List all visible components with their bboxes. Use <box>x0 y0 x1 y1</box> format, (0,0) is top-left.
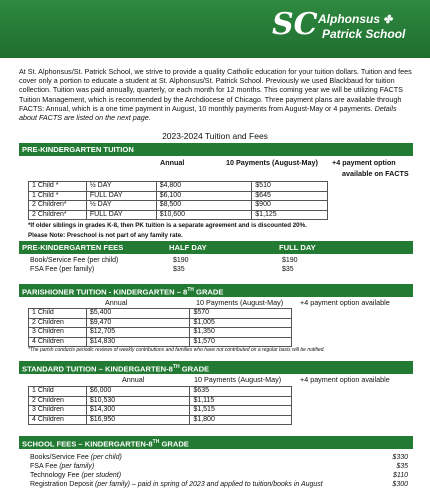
prek-tuition-table <box>28 181 328 220</box>
table-row: 2 Children* FULL DAY $10,600 $1,125 <box>29 210 328 220</box>
logo-monogram: SC <box>272 7 318 42</box>
table-row: 2 Children $9,470 $1,005 <box>29 318 292 328</box>
col-ten-payments: 10 Payments (August-May) <box>196 298 284 307</box>
intro-paragraph: At St. Alphonsus/St. Patrick School, we strive to provide a quality Catholic education for your tuition dollars. Tuition and fees cover only a portion to educate a student at St. Alphonsus/St. Patrick School. Previously we used Blackbaud for tuition collection. Tuition was paid annually, quarterly, or each month for 12 months. This coming year we will be utilizing FACTS Tuition Management, which is recommended by the Archdiocese of Chicago. Three payment plans are available through FACTS: Annual, which is a one time payment in August, 10 monthly payments from August-May or 4 payments. Details about FACTS are listed on the next page. <box>19 67 412 123</box>
prek-sibling-note: *If older siblings in grades K-8, then PK tuition is a separate agreement and is discounted 20%. <box>28 222 307 229</box>
prek-fee-full: $35 <box>282 266 294 273</box>
prek-fee-full: $190 <box>282 257 298 264</box>
table-row: 1 Child $5,400 $570 <box>29 309 292 319</box>
facts-details-note: Details about FACTS are listed on the next page. <box>19 103 397 123</box>
school-fee-row: Technology Fee (per student) $110 <box>30 472 408 479</box>
table-row: 1 Child * FULL DAY $6,100 $645 <box>29 191 328 201</box>
col-ten-payments: 10 Payments (August-May) <box>194 375 282 384</box>
table-row: 2 Children* ½ DAY $8,500 $900 <box>29 201 328 211</box>
section-standard-tuition: STANDARD TUITION – KINDERGARTEN-8TH GRADE <box>19 361 413 374</box>
school-fee-row: Registration Deposit (per family) – paid in spring of 2023 and applied to tuition/books in August $300 <box>30 481 408 488</box>
document-title: 2023-2024 Tuition and Fees <box>162 131 268 141</box>
table-row: 3 Children $12,705 $1,350 <box>29 328 292 338</box>
table-row: 4 Children $16,950 $1,800 <box>29 415 292 425</box>
col-four-payments: +4 payment option available <box>300 298 390 307</box>
section-parishioner-tuition: PARISHIONER TUITION - KINDERGARTEN – 8TH GRADE <box>19 284 413 297</box>
school-name-line2: Patrick School <box>322 27 406 41</box>
col-four-payments-sub: available on FACTS <box>342 169 409 178</box>
prek-fee-half: $190 <box>173 257 189 264</box>
col-annual: Annual <box>122 375 145 384</box>
table-row: 1 Child $6,000 $635 <box>29 387 292 397</box>
section-school-fees: SCHOOL FEES – KINDERGARTEN-8TH GRADE <box>19 436 413 449</box>
parish-review-note: *The parish conducts periodic reviews of weekly contributions and families who have not contributed on a regular basis will be notified. <box>28 347 325 353</box>
col-four-payments: +4 payment option <box>332 158 396 167</box>
parishioner-tuition-table <box>28 308 292 347</box>
school-fee-row: FSA Fee (per family) $35 <box>30 463 408 470</box>
col-four-payments: +4 payment option available <box>300 375 390 384</box>
school-name-line1: Alphonsus ✤ <box>318 12 393 26</box>
section-prek-tuition: PRE-KINDERGARTEN TUITION <box>19 143 413 156</box>
table-row: 4 Children $14,830 $1,570 <box>29 337 292 347</box>
col-annual: Annual <box>105 298 128 307</box>
prek-family-rate-note: Please Note: Preschool is not part of any family rate. <box>28 232 183 239</box>
table-row: 2 Children $10,530 $1,115 <box>29 396 292 406</box>
section-prek-fees: PRE-KINDERGARTEN FEES HALF DAY FULL DAY <box>19 241 413 254</box>
table-row: 1 Child * ½ DAY $4,800 $510 <box>29 182 328 192</box>
header-banner <box>0 0 430 58</box>
table-row: 3 Children $14,300 $1,515 <box>29 406 292 416</box>
prek-fee-label: Book/Service Fee (per child) <box>30 257 119 264</box>
shamrock-icon: ✤ <box>383 14 393 26</box>
col-annual: Annual <box>160 158 185 167</box>
school-logo <box>272 8 422 50</box>
school-fee-row: Books/Service Fee (per child) $330 <box>30 454 408 461</box>
col-ten-payments: 10 Payments (August-May) <box>226 158 318 167</box>
prek-fee-half: $35 <box>173 266 185 273</box>
prek-fee-label: FSA Fee (per family) <box>30 266 95 273</box>
standard-tuition-table <box>28 386 292 425</box>
